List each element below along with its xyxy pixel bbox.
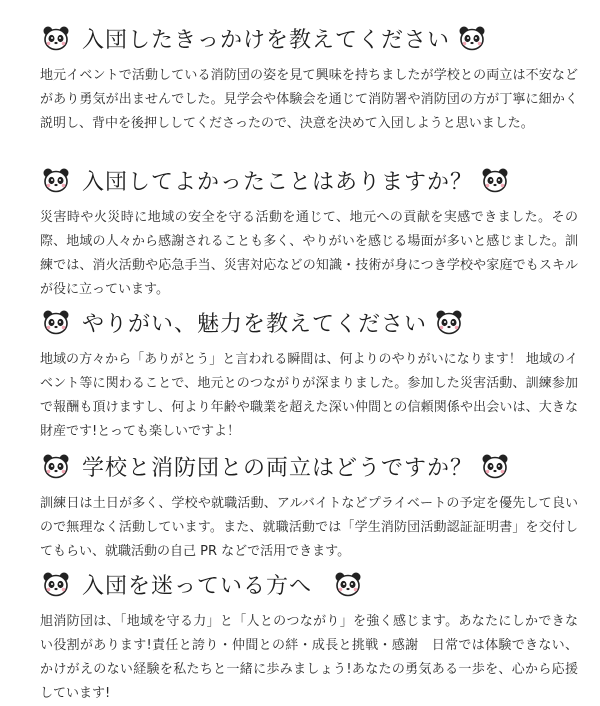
section-body: 地域の方々から「ありがとう」と言われる瞬間は、何よりのやりがいになります！ 地域のイベント等に関わることで、地元とのつながりが深まりました。参加した災害活動、訓練参加で報酬も頂けますし、何より年齢や職業を超えた深い仲間との信頼関係や出会いは、大きな財産です!とっても楽しいですよ！: [40, 352, 578, 439]
section-appeal: [0, 304, 600, 444]
section-body: 地元イベントで活動している消防団の姿を見て興味を持ちましたが学校との両立は不安などがあり勇気が出ませんでした。見学会や体験会を通じて消防署や消防団の方が丁寧に細かく説明し、背中を後押ししてくださったので、決意を決めて入団しようと思いました。: [40, 68, 578, 131]
section-message: [0, 566, 600, 706]
section-heading: [0, 448, 600, 484]
panda-face-icon: [42, 571, 70, 597]
panda-face-icon: [42, 309, 70, 335]
panda-face-icon: [42, 453, 70, 479]
section-heading: [0, 20, 600, 56]
section-body: 旭消防団は、「地域を守る力」と「人とのつながり」を強く感じます。あなたにしかできない役割があります!責任と誇り・仲間との絆・成長と挑戦・感謝 日常では体験できない、かけがえのない経験を私たちと一緒に歩みましょう!あなたの勇気ある一歩を、心から応援しています!: [40, 614, 578, 701]
heading-text: 入団を迷っている方へ: [82, 573, 313, 599]
heading-text: やりがい、魅力を教えてください: [82, 311, 428, 337]
section-body: 訓練日は土日が多く、学校や就職活動、アルバイトなどプライベートの予定を優先して良いので無理なく活動しています。また、就職活動では「学生消防団活動認証証明書」を交付してもらい、就職活動の自己 PR などで活用できます。: [40, 496, 578, 559]
heading-text: 学校と消防団との両立はどうですか？: [82, 455, 474, 481]
panda-face-icon: [435, 309, 463, 335]
panda-face-icon: [481, 453, 509, 479]
section-heading: [0, 304, 600, 340]
panda-face-icon: [334, 571, 362, 597]
section-heading: [0, 162, 600, 198]
section-heading: [0, 566, 600, 602]
section-school-balance: [0, 448, 600, 564]
section-motivation: [0, 20, 600, 136]
heading-text: 入団したきっかけを教えてください: [82, 27, 451, 53]
panda-face-icon: [42, 167, 70, 193]
panda-face-icon: [42, 25, 70, 51]
panda-face-icon: [481, 167, 509, 193]
section-benefits: [0, 162, 600, 302]
section-body: 災害時や火災時に地域の安全を守る活動を通じて、地元への貢献を実感できました。その際、地域の人々から感謝されることも多く、やりがいを感じる場面が多いと感じました。訓練では、消火活動や応急手当、災害対応などの知識・技術が身につき学校や家庭でもスキルが役に立っています。: [40, 210, 578, 297]
panda-face-icon: [458, 25, 486, 51]
heading-text: 入団してよかったことはありますか？: [82, 169, 474, 195]
